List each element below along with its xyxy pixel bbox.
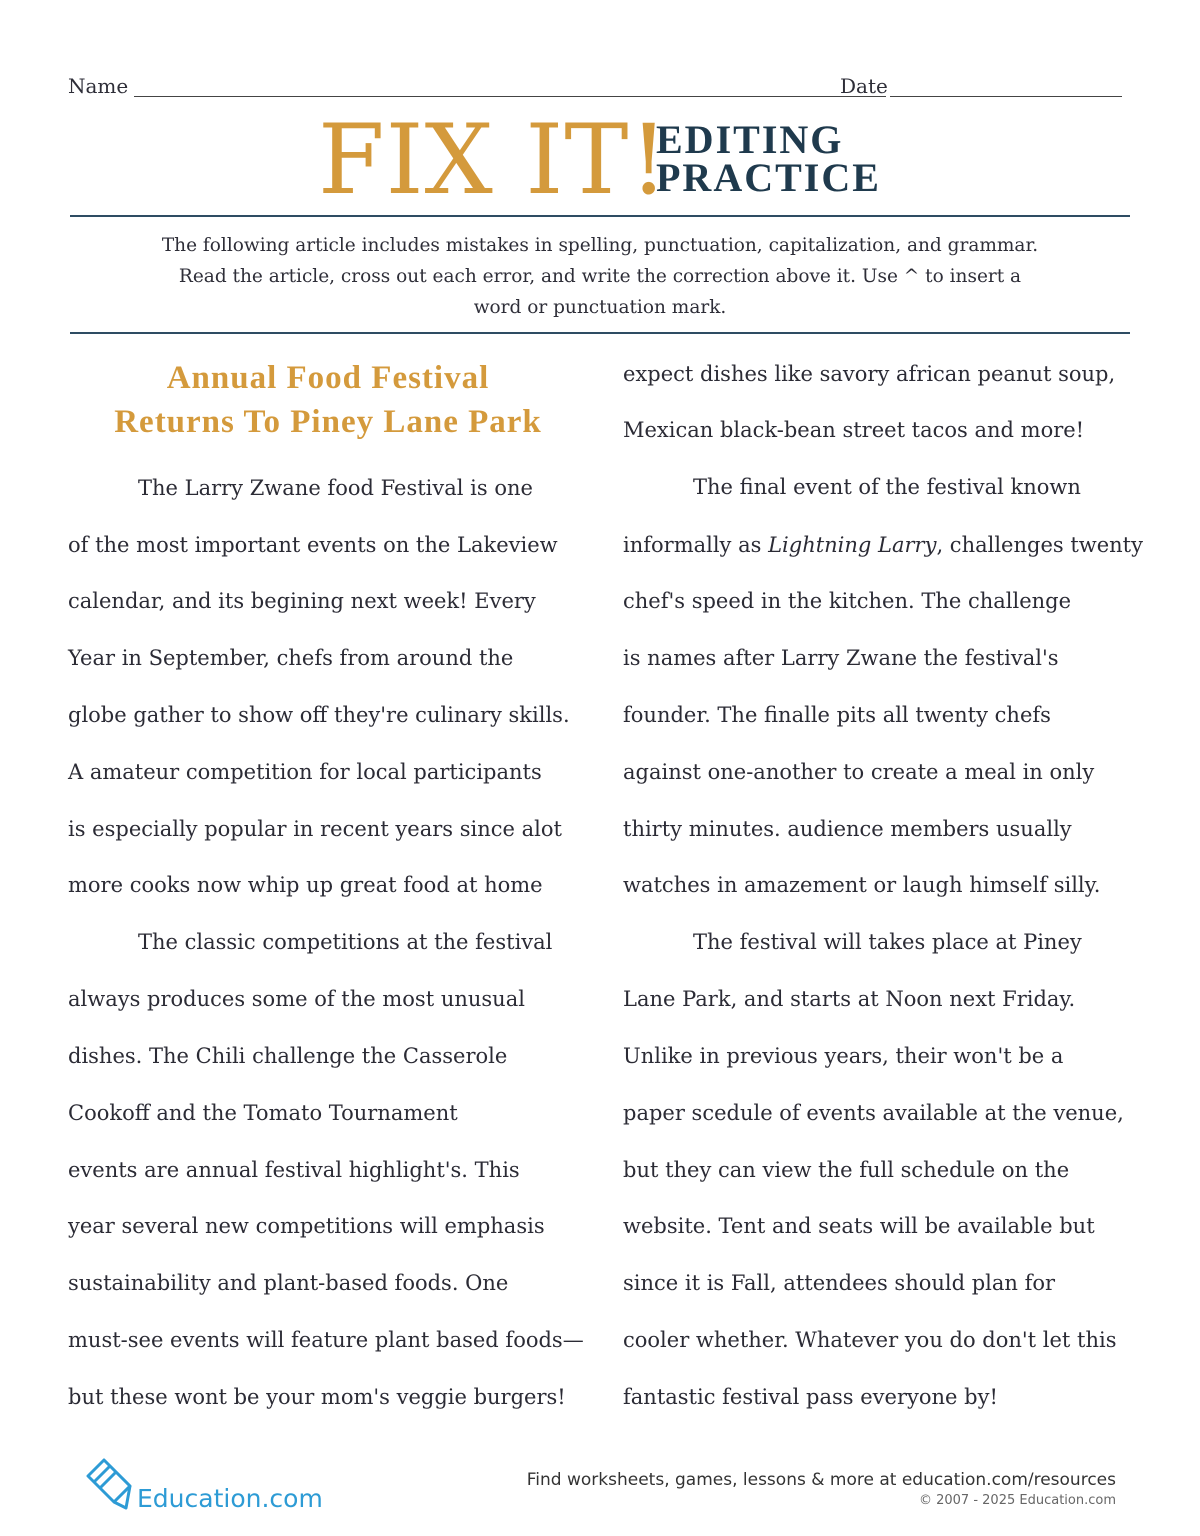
- article-headline: [68, 356, 588, 444]
- article-line: events are annual festival highlight's. This: [68, 1158, 520, 1182]
- article-line: chef's speed in the kitchen. The challenge: [623, 589, 1072, 613]
- instructions: [100, 230, 1100, 323]
- italic-title: Lightning Larry: [768, 533, 937, 557]
- article-line: Cookoff and the Tomato Tournament: [68, 1101, 458, 1125]
- article-line: watches in amazement or laugh himself silly.: [623, 873, 1101, 897]
- article-line: A amateur competition for local participants: [68, 760, 542, 784]
- instructions-line: Read the article, cross out each error, and write the correction above it. Use ^ to insert a: [178, 266, 1022, 287]
- article-line: since it is Fall, attendees should plan for: [623, 1271, 1056, 1295]
- article-line: [623, 531, 1143, 559]
- instructions-line: word or punctuation mark.: [473, 297, 727, 318]
- article-line: The Larry Zwane food Festival is one: [138, 476, 533, 500]
- article-line: must-see events will feature plant based foods—: [68, 1328, 584, 1352]
- headline-line-2: Returns To Piney Lane Park: [114, 404, 542, 440]
- article-line: The classic competitions at the festival: [138, 930, 553, 954]
- bottom-divider: [70, 332, 1130, 334]
- article-line: year several new competitions will emphasis: [68, 1214, 545, 1238]
- brand-name: Education.com: [137, 1484, 323, 1513]
- name-date-bar: [68, 74, 1122, 104]
- article-line: of the most important events on the Lakeview: [68, 533, 558, 557]
- date-field[interactable]: [890, 96, 1122, 97]
- worksheet-subtitle-line-1: EDITING: [656, 117, 844, 162]
- instructions-line: The following article includes mistakes in spelling, punctuation, capitalization, and grammar.: [161, 235, 1039, 256]
- name-label: Name: [68, 74, 129, 98]
- article-line: Mexican black-bean street tacos and more!: [623, 418, 1085, 442]
- article-line: The final event of the festival known: [693, 475, 1081, 499]
- article-line: The festival will takes place at Piney: [693, 930, 1082, 954]
- article-line: Year in September, chefs from around the: [68, 646, 514, 670]
- date-label: Date: [840, 74, 888, 98]
- footer-info: [527, 1468, 1116, 1510]
- article-line: Unlike in previous years, their won't be a: [623, 1044, 1064, 1068]
- article-line: is especially popular in recent years since alot: [68, 817, 562, 841]
- worksheet-subtitle-line-2: PRACTICE: [656, 155, 881, 200]
- article-line: sustainability and plant-based foods. One: [68, 1271, 509, 1295]
- article-line: dishes. The Chili challenge the Casserole: [68, 1044, 508, 1068]
- article-line: cooler whether. Whatever you do don't let this: [623, 1328, 1117, 1352]
- article-line: globe gather to show off they're culinary skills.: [68, 703, 570, 727]
- footer-tagline[interactable]: Find worksheets, games, lessons & more at education.com/resources: [526, 1470, 1116, 1490]
- article-line: website. Tent and seats will be available but: [623, 1214, 1095, 1238]
- article-line: Lane Park, and starts at Noon next Friday.: [623, 987, 1076, 1011]
- pencil-logo-icon: [82, 1456, 134, 1514]
- article-line: fantastic festival pass everyone by!: [623, 1385, 998, 1409]
- article-line: thirty minutes. audience members usually: [623, 817, 1072, 841]
- article-line: against one-another to create a meal in only: [623, 760, 1095, 784]
- copyright: © 2007 - 2025 Education.com: [918, 1493, 1116, 1508]
- name-field[interactable]: [134, 96, 886, 97]
- article-line: founder. The finalle pits all twenty chefs: [623, 703, 1051, 727]
- headline-line-1: Annual Food Festival: [166, 360, 490, 396]
- article-line: expect dishes like savory african peanut soup,: [623, 362, 1116, 386]
- top-divider: [70, 215, 1130, 217]
- article-line: but they can view the full schedule on the: [623, 1158, 1070, 1182]
- article-line: is names after Larry Zwane the festival's: [623, 646, 1059, 670]
- article-line: but these wont be your mom's veggie burgers!: [68, 1385, 566, 1409]
- article-text: , challenges twenty: [936, 533, 1143, 557]
- article-line: calendar, and its begining next week! Every: [68, 589, 536, 613]
- education-logo[interactable]: [82, 1456, 342, 1516]
- article-line: more cooks now whip up great food at home: [68, 873, 543, 897]
- article-text: informally as: [623, 533, 762, 557]
- worksheet-title: FIX IT!: [318, 104, 669, 216]
- article-line: paper scedule of events available at the venue,: [623, 1101, 1124, 1125]
- article-line: always produces some of the most unusual: [68, 987, 525, 1011]
